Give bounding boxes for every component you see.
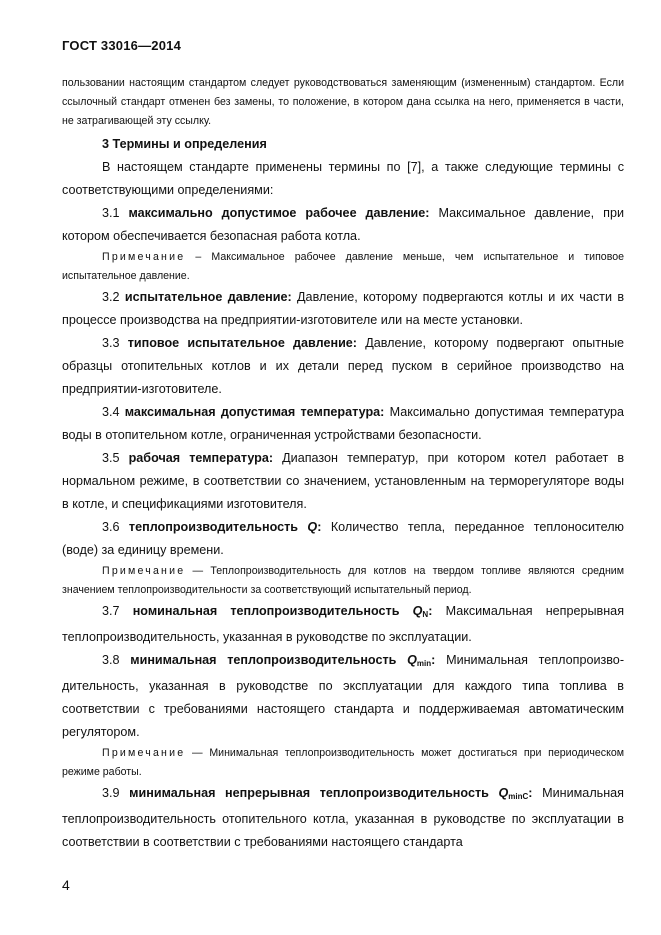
- section-title: 3 Термины и определения: [102, 137, 267, 151]
- term-name: минимальная непрерывная теплопроизводительность $Q_{minC}$:: [129, 786, 533, 801]
- term-name: максимально допустимое рабочее давление:: [128, 206, 430, 220]
- term-name: максимальная допустимая температура:: [124, 405, 385, 419]
- term-3-1: [62, 202, 624, 248]
- term-symbol-sub: minC: [508, 792, 529, 801]
- term-definition: Давление, которому подвергают опытные образцы отопительных котлов и их детали перед пуском в серийное производство на предприятии-изготовителе.: [62, 336, 625, 396]
- term-definition: Максимальная непрерывная теплопроизводительность, указанная в руководстве по эксплуатации.: [62, 604, 625, 644]
- term-name: испытательное давление:: [124, 290, 292, 304]
- note-label: Примечание: [102, 565, 186, 577]
- term-3-8: [62, 649, 624, 744]
- term-definition: Максимальное давление, при котором обеспечивается безопасная работа котла.: [62, 206, 625, 243]
- note-label: Примечание: [102, 747, 186, 759]
- term-definition: Количество тепла, переданное теплоносителю (воде) за единицу времени.: [62, 520, 624, 557]
- term-definition: Минимальная теплопроизводительность, указанная в руководстве по эксплуатации для каждого типа топлива в соответствии с требованиями настоящего стандарта и поддерживаемая автоматическим регулятором.: [62, 653, 625, 739]
- document-header: ГОСТ 33016—2014: [62, 38, 181, 53]
- term-number: 3.5: [102, 451, 120, 465]
- note-3-1: [62, 248, 624, 286]
- term-definition: Давление, которому подвергаются котлы и их части в процессе производства на предприятии-изготовителе или на месте установки.: [62, 290, 625, 327]
- term-definition: Минимальная теплопроизводительность отопительного котла, указанная в руководстве по эксплуатации в соответствии в соответствии с требованиями настоящего стандарта: [62, 786, 625, 849]
- note-text: — Теплопроизводительность для котлов на твердом топливе являются средним значением теплопроизводительности за соответствующий испытательный период.: [62, 565, 624, 596]
- note-3-8: [62, 744, 624, 782]
- term-number: 3.9: [102, 786, 120, 800]
- term-3-6: [62, 516, 624, 562]
- note-text: — Минимальная теплопроизводительность может достигаться при периодическом режиме работы.: [62, 747, 624, 778]
- intro-paragraph: пользовании настоящим стандартом следует руководствоваться заменяющим (измененным) стандартом. Если ссылочный стандарт отменен без замены, то положение, в котором дана ссылка на него, применяется в части, не затрагивающей эту ссылку.: [62, 77, 624, 127]
- section-lead: В настоящем стандарте применены термины по [7], а также следующие термины с соответствующими определениями:: [62, 160, 624, 197]
- document-body: [62, 74, 624, 854]
- term-number: 3.2: [102, 290, 120, 304]
- term-symbol: Q: [412, 604, 423, 618]
- term-symbol-sub: N: [422, 610, 429, 619]
- term-number: 3.1: [102, 206, 120, 220]
- term-definition: Диапазон температур, при котором котел работает в нормальном режиме, в соответствии со значением, установленным на терморегуляторе воды в котле, и спецификациями изготовителя.: [62, 451, 625, 511]
- term-name: теплопроизводительность Q:: [128, 520, 322, 534]
- note-text: – Максимальное рабочее давление меньше, чем испытательное и типовое испытательное давление.: [62, 251, 624, 282]
- note-label: Примечание: [102, 251, 186, 263]
- term-name: минимальная теплопроизводительность $Q_{min}$:: [130, 653, 436, 668]
- term-3-5: [62, 447, 624, 516]
- term-3-7: [62, 600, 624, 649]
- term-3-3: [62, 332, 624, 401]
- term-name: номинальная теплопроизводительность $Q_N$:: [132, 604, 433, 619]
- term-number: 3.8: [102, 653, 120, 667]
- term-number: 3.7: [102, 604, 120, 618]
- term-name: рабочая температура:: [128, 451, 274, 465]
- term-3-2: [62, 286, 624, 332]
- term-3-9: [62, 782, 624, 854]
- term-definition: Максимально допустимая температура воды в отопительном котле, ограниченная устройствами безопасности.: [62, 405, 624, 442]
- term-symbol-sub: min: [416, 659, 432, 668]
- page-number: 4: [62, 877, 70, 893]
- term-symbol: Q: [307, 520, 318, 534]
- term-name: типовое испытательное давление:: [127, 336, 358, 350]
- term-number: 3.6: [102, 520, 120, 534]
- term-symbol: Q: [407, 653, 417, 667]
- term-number: 3.4: [102, 405, 120, 419]
- term-symbol: Q: [498, 786, 509, 800]
- term-3-4: [62, 401, 624, 447]
- note-3-6: [62, 562, 624, 600]
- term-number: 3.3: [102, 336, 120, 350]
